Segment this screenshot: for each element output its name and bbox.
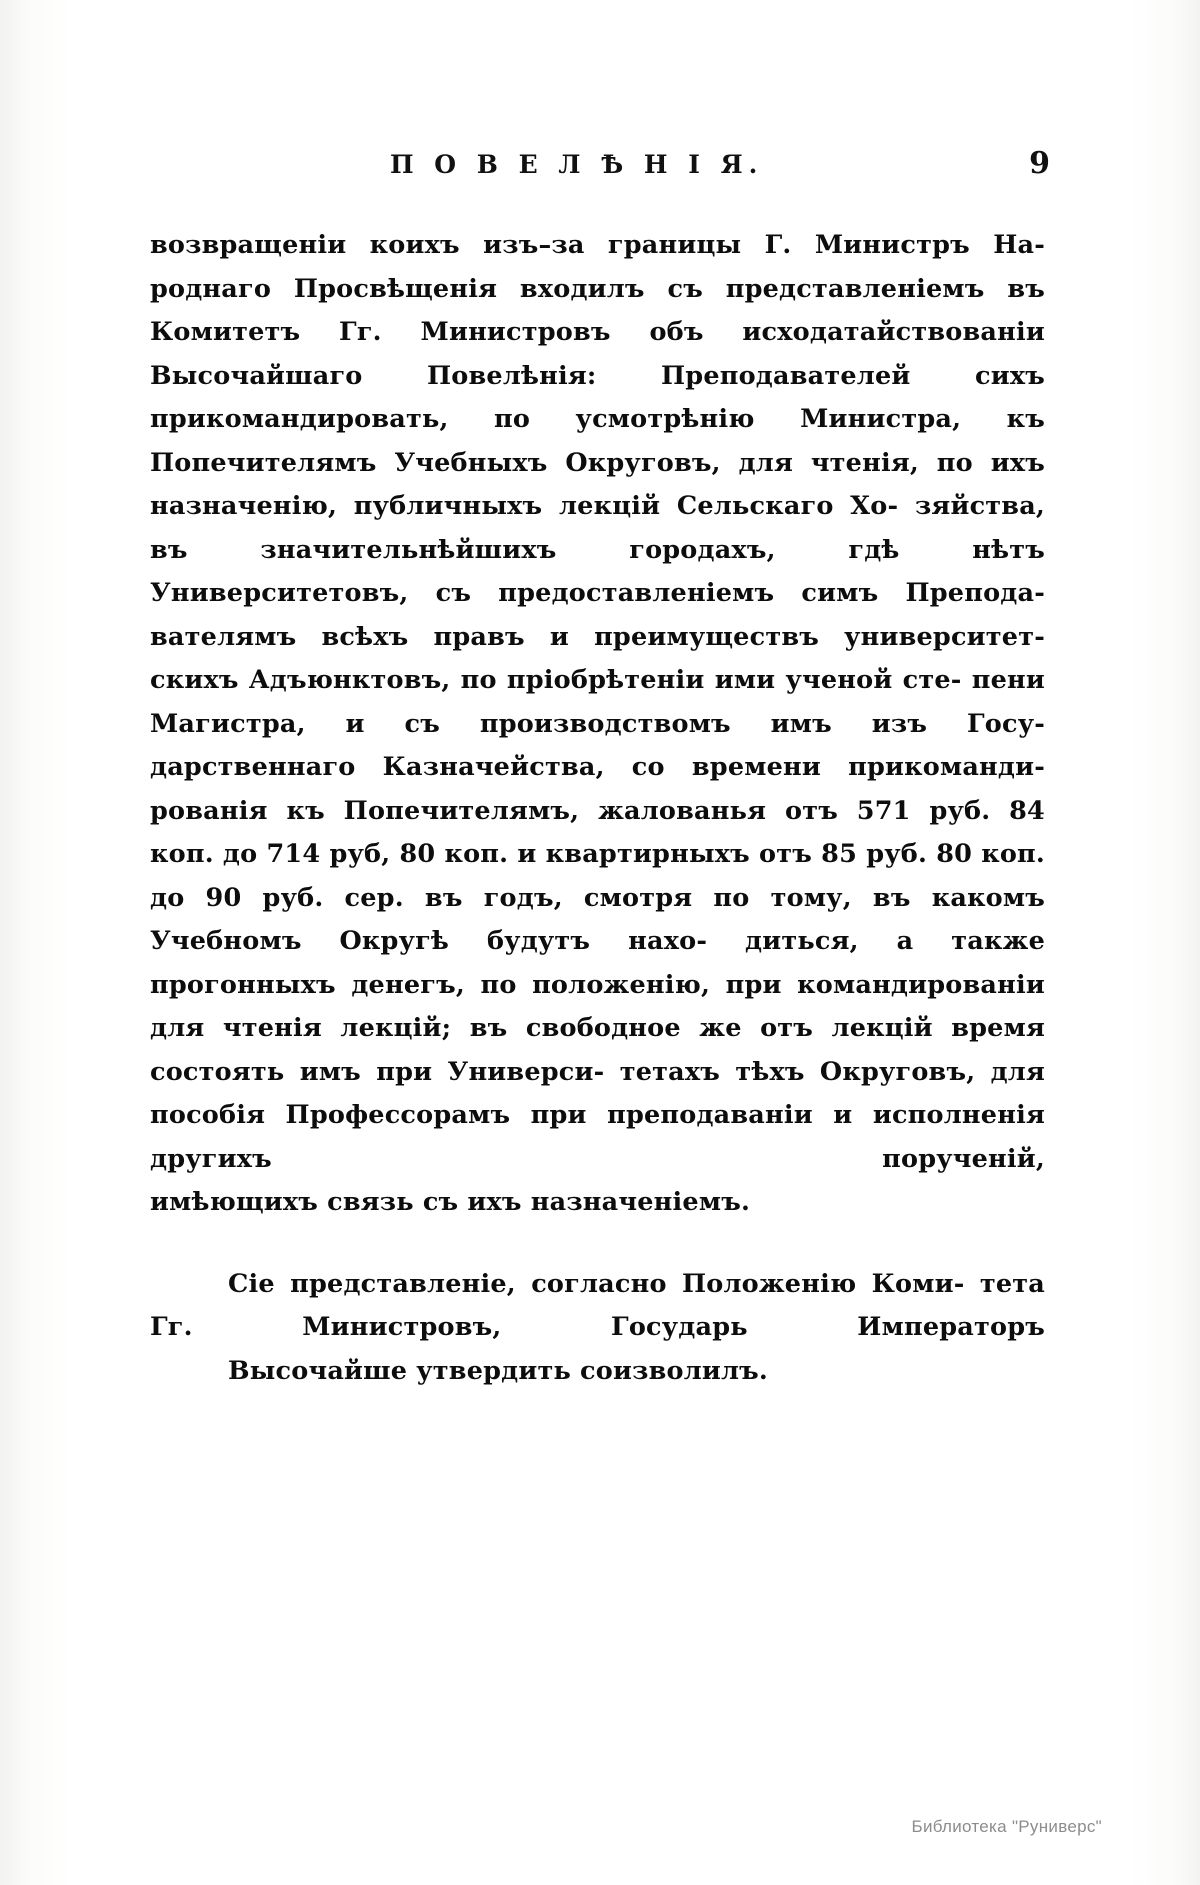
text-line: же отъ лекцiй время состоять имъ при Универси- xyxy=(150,1013,1045,1087)
text-line: Сiе представленiе, согласно Положенiю Коми- xyxy=(228,1268,965,1299)
text-line: зяйства, въ значительнѣйшихъ городахъ, гдѣ нѣтъ xyxy=(150,491,1046,565)
text-line: пени Магистра, и съ производствомъ имъ изъ Госу- xyxy=(150,665,1045,739)
text-line: скихъ Адъюнктовъ, по прiобрѣтенiи ими ученой сте- xyxy=(150,665,962,695)
text-line: Университетовъ, съ предоставленiемъ симъ Препода- xyxy=(150,578,1045,608)
text-line: 84 коп. до 714 руб, 80 коп. и квартирныхъ отъ 85 xyxy=(150,795,1045,869)
text-line: при преподаванiи и исполненiя другихъ порученiй, xyxy=(150,1100,1046,1174)
page-content-block xyxy=(150,146,1050,1393)
text-line: тета Гг. Министровъ, Государь Императоръ xyxy=(150,1268,1045,1342)
running-head: П О В Е Л Ѣ Н І Я. xyxy=(390,150,764,179)
body-text xyxy=(150,224,1045,1393)
text-line: Высочайше утвердить соизволилъ. xyxy=(228,1355,769,1386)
page-number: 9 xyxy=(1029,146,1050,181)
text-line: имѣющихъ связь съ ихъ назначенiемъ. xyxy=(150,1187,751,1217)
text-line: въ Комитетъ Гг. Министровъ объ исходатайствованiи xyxy=(150,273,1045,347)
paragraph-approval xyxy=(150,1263,1045,1394)
text-line: ихъ назначенiю, публичныхъ лекцiй Сельскаго Хо- xyxy=(150,447,1046,521)
text-line: возвращенiи коихъ изъ–за границы Г. Министръ На- xyxy=(150,230,1045,260)
text-line: роднаго Просвѣщенiя входилъ съ представленiемъ xyxy=(150,273,985,304)
text-line: дарственнаго Казначейства, со времени прикоманди- xyxy=(150,752,1045,782)
text-line: Попечителямъ Учебныхъ Округовъ, для чтенiя, по xyxy=(150,447,973,478)
text-line: руб. 80 коп. до 90 руб. сер. въ годъ, смотря по xyxy=(150,839,1045,913)
page-header xyxy=(150,146,1050,202)
text-line: тому, въ какомъ Учебномъ Округѣ будутъ нахо- xyxy=(150,882,1045,956)
text-line: Высочайшаго Повелѣнiя: Преподавателей сихъ xyxy=(150,360,1045,391)
text-line: тетахъ тѣхъ Округовъ, для пособiя Профессорамъ xyxy=(150,1056,1046,1130)
text-line: вателямъ всѣхъ правъ и преимуществъ университет- xyxy=(150,621,1045,652)
library-watermark: Библиотека "Руниверс" xyxy=(911,1817,1102,1836)
text-line: прикомандировать, по усмотрѣнiю Министра, къ xyxy=(150,404,1045,434)
text-line: при командированiи для чтенiя лекцiй; въ свободное xyxy=(150,969,1045,1043)
text-line: диться, а также прогонныхъ денегъ, по положенiю, xyxy=(150,926,1046,1000)
paragraph-continued xyxy=(150,224,1045,1225)
text-line: рованiя къ Попечителямъ, жалованья отъ 571 руб. xyxy=(150,795,991,826)
